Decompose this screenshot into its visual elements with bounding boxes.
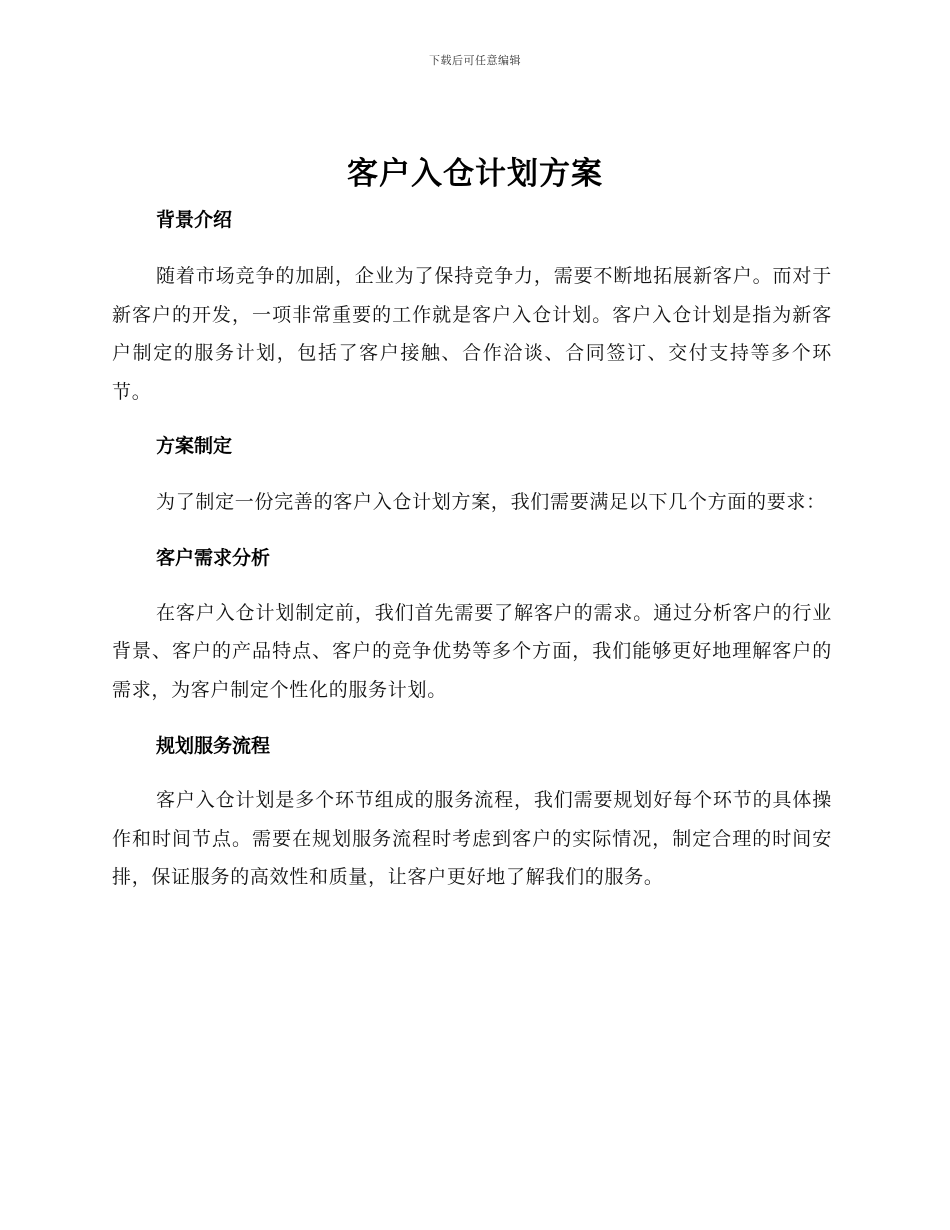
page-title: 客户入仓计划方案 — [347, 156, 603, 192]
section-heading-plan: 方案制定 — [156, 435, 233, 457]
section-paragraph-needs-analysis: 在客户入仓计划制定前，我们首先需要了解客户的需求。通过分析客户的行业背景、客户的产品特点、客户的竞争优势等多个方面，我们能够更好地理解客户的需求，为客户制定个性化的服务计划。 — [112, 601, 832, 701]
section-heading-needs-analysis: 客户需求分析 — [156, 546, 271, 569]
section-paragraph-background: 随着市场竞争的加剧，企业为了保持竞争力，需要不断地拓展新客户。而对于新客户的开发，一项非常重要的工作就是客户入仓计划。客户入仓计划是指为新客户制定的服务计划，包括了客户接触、合作洽谈、合同签订、交付支持等多个环节。 — [112, 265, 832, 403]
document-body — [112, 200, 832, 897]
section-paragraph-service-process: 客户入仓计划是多个环节组成的服务流程，我们需要规划好每个环节的具体操作和时间节点。需要在规划服务流程时考虑到客户的实际情况，制定合理的时间安排，保证服务的高效性和质量，让客户更好地了解我们的服务。 — [112, 789, 832, 888]
page-header-note: 下载后可任意编辑 — [429, 54, 521, 67]
section-heading-background: 背景介绍 — [156, 209, 233, 231]
section-paragraph-plan: 为了制定一份完善的客户入仓计划方案，我们需要满足以下几个方面的要求： — [156, 491, 826, 513]
section-heading-service-process: 规划服务流程 — [156, 735, 271, 757]
